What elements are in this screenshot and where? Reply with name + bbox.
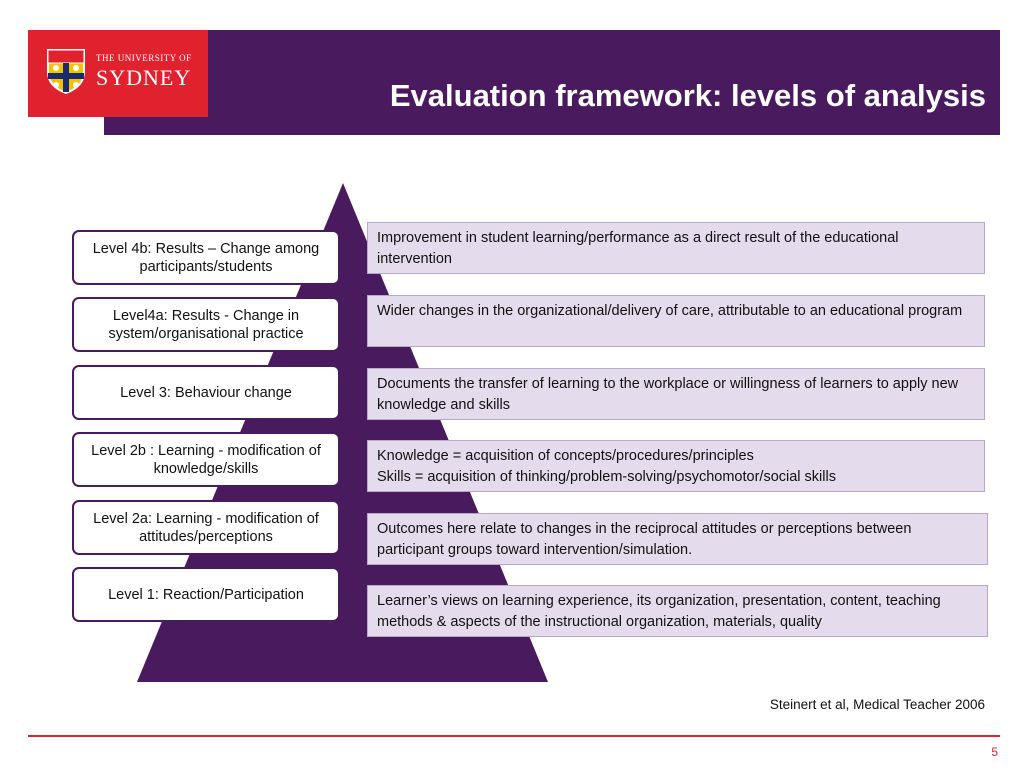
level-label: Level 1: Reaction/Participation xyxy=(108,586,304,603)
level-4b-box xyxy=(72,230,340,285)
level-2b-box xyxy=(72,432,340,487)
level-3-description: Documents the transfer of learning to the workplace or willingness of learners to apply new knowledge and skills xyxy=(367,368,985,420)
footer-divider xyxy=(28,735,1000,737)
citation: Steinert et al, Medical Teacher 2006 xyxy=(769,697,985,712)
level-2a-description: Outcomes here relate to changes in the reciprocal attitudes or perceptions between participant groups toward intervention/simulation. xyxy=(367,513,988,565)
level-1-box xyxy=(72,567,340,622)
level-label: Level 4b: Results – Change among participants/students xyxy=(92,240,320,275)
level-4a-description: Wider changes in the organizational/delivery of care, attributable to an educational program xyxy=(367,295,985,347)
level-label: Level4a: Results - Change in system/organisational practice xyxy=(108,307,304,342)
knowledge-line: Knowledge = acquisition of concepts/procedures/principles xyxy=(377,448,754,464)
logo-text-big: SYDNEY xyxy=(96,65,192,90)
level-1-description: Learner’s views on learning experience, its organization, presentation, content, teaching methods & aspects of the instructional organization, materials, quality xyxy=(367,585,988,637)
logo-text-small: THE UNIVERSITY OF xyxy=(96,53,192,63)
slide-title: Evaluation framework: levels of analysis xyxy=(389,78,986,113)
level-label: Level 3: Behaviour change xyxy=(120,384,292,401)
level-label: Level 2a: Learning - modification of attitudes/perceptions xyxy=(93,510,319,545)
page-number: 5 xyxy=(991,745,998,759)
level-3-box xyxy=(72,365,340,420)
level-label: Level 2b : Learning - modification of knowledge/skills xyxy=(91,442,321,477)
skills-line: Skills = acquisition of thinking/problem-solving/psychomotor/social skills xyxy=(377,469,836,485)
level-2a-box xyxy=(72,500,340,555)
level-2b-description xyxy=(367,440,985,492)
level-4a-box xyxy=(72,297,340,352)
level-4b-description: Improvement in student learning/performance as a direct result of the educational intervention xyxy=(367,222,985,274)
